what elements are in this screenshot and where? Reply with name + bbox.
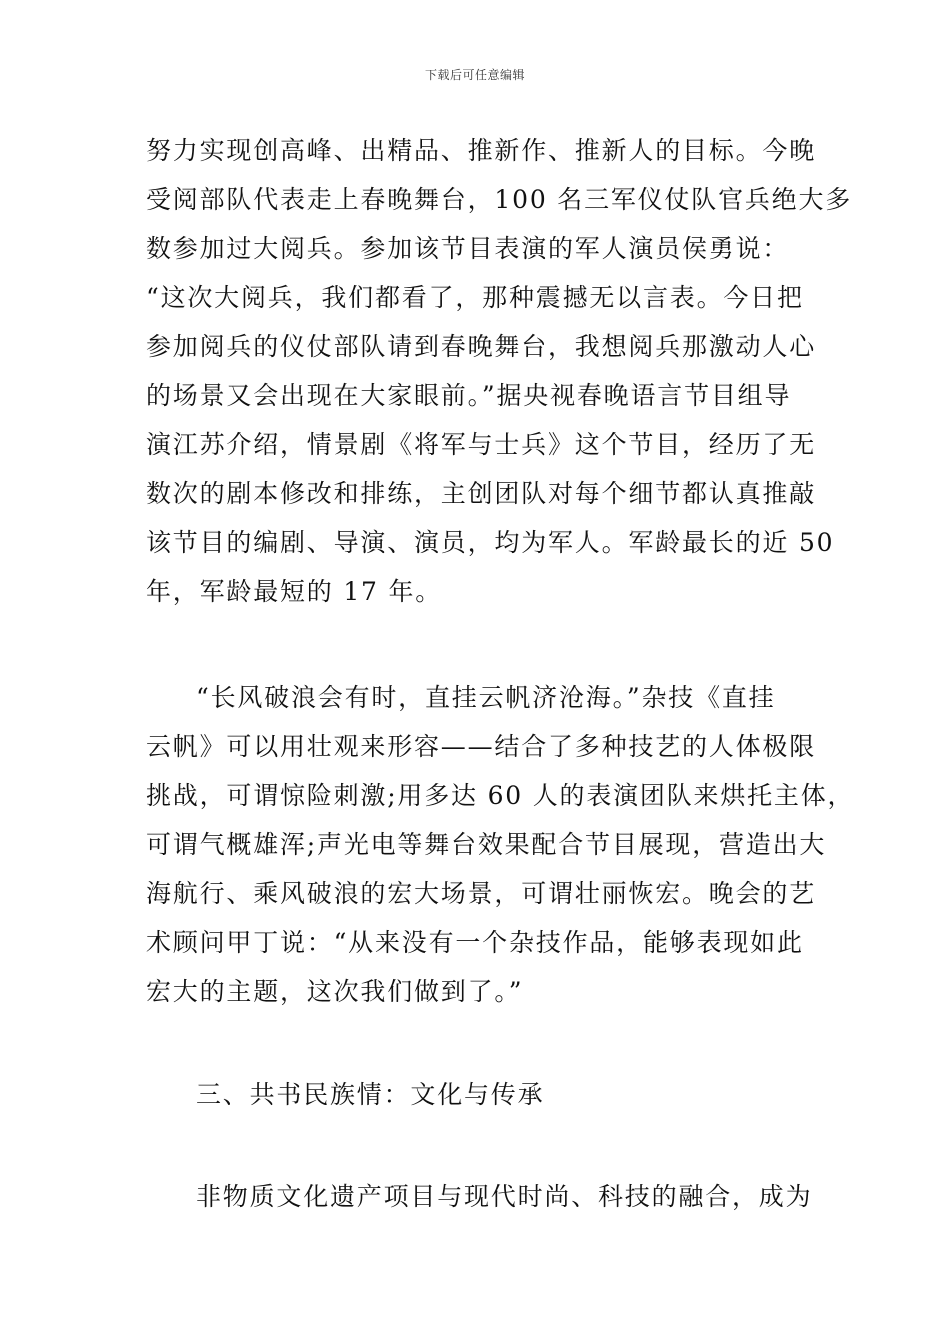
text-line: 术顾问甲丁说：“从来没有一个杂技作品，能够表现如此 [146,928,804,957]
text-line: “长风破浪会有时，直挂云帆济沧海。”杂技《直挂 [196,683,776,712]
text-line: 演江苏介绍，情景剧《将军与士兵》这个节目，经历了无 [146,430,817,459]
text-line: 云帆》可以用壮观来形容——结合了多种技艺的人体极限 [146,732,817,761]
text-line: 海航行、乘风破浪的宏大场景，可谓壮丽恢宏。晚会的艺 [146,879,817,908]
text-line: 宏大的主题，这次我们做到了。” [146,977,524,1006]
text-line: 数参加过大阅兵。参加该节目表演的军人演员侯勇说： [146,234,790,263]
page-header: 下载后可任意编辑 [424,68,525,82]
text-line: 该节目的编剧、导演、演员，均为军人。军龄最长的近 50 [146,528,835,557]
text-line: 可谓气概雄浑;声光电等舞台效果配合节目展现，营造出大 [146,830,827,859]
text-line: 受阅部队代表走上春晚舞台，100 名三军仪仗队官兵绝大多 [146,185,853,214]
text-line: 年，军龄最短的 17 年。 [146,577,443,606]
text-line: “这次大阅兵，我们都看了，那种震撼无以言表。今日把 [146,283,804,312]
text-line: 挑战，可谓惊险刺激;用多达 60 人的表演团队来烘托主体， [146,781,855,810]
text-line: 努力实现创高峰、出精品、推新作、推新人的目标。今晚 [146,136,817,165]
text-line: 参加阅兵的仪仗部队请到春晚舞台，我想阅兵那激动人心 [146,332,817,361]
text-line: 的场景又会出现在大家眼前。”据央视春晚语言节目组导 [146,381,792,410]
section-heading: 三、共书民族情：文化与传承 [196,1080,545,1109]
text-line: 非物质文化遗产项目与现代时尚、科技的融合，成为 [196,1182,813,1211]
text-line: 数次的剧本修改和排练，主创团队对每个细节都认真推敲 [146,479,817,508]
